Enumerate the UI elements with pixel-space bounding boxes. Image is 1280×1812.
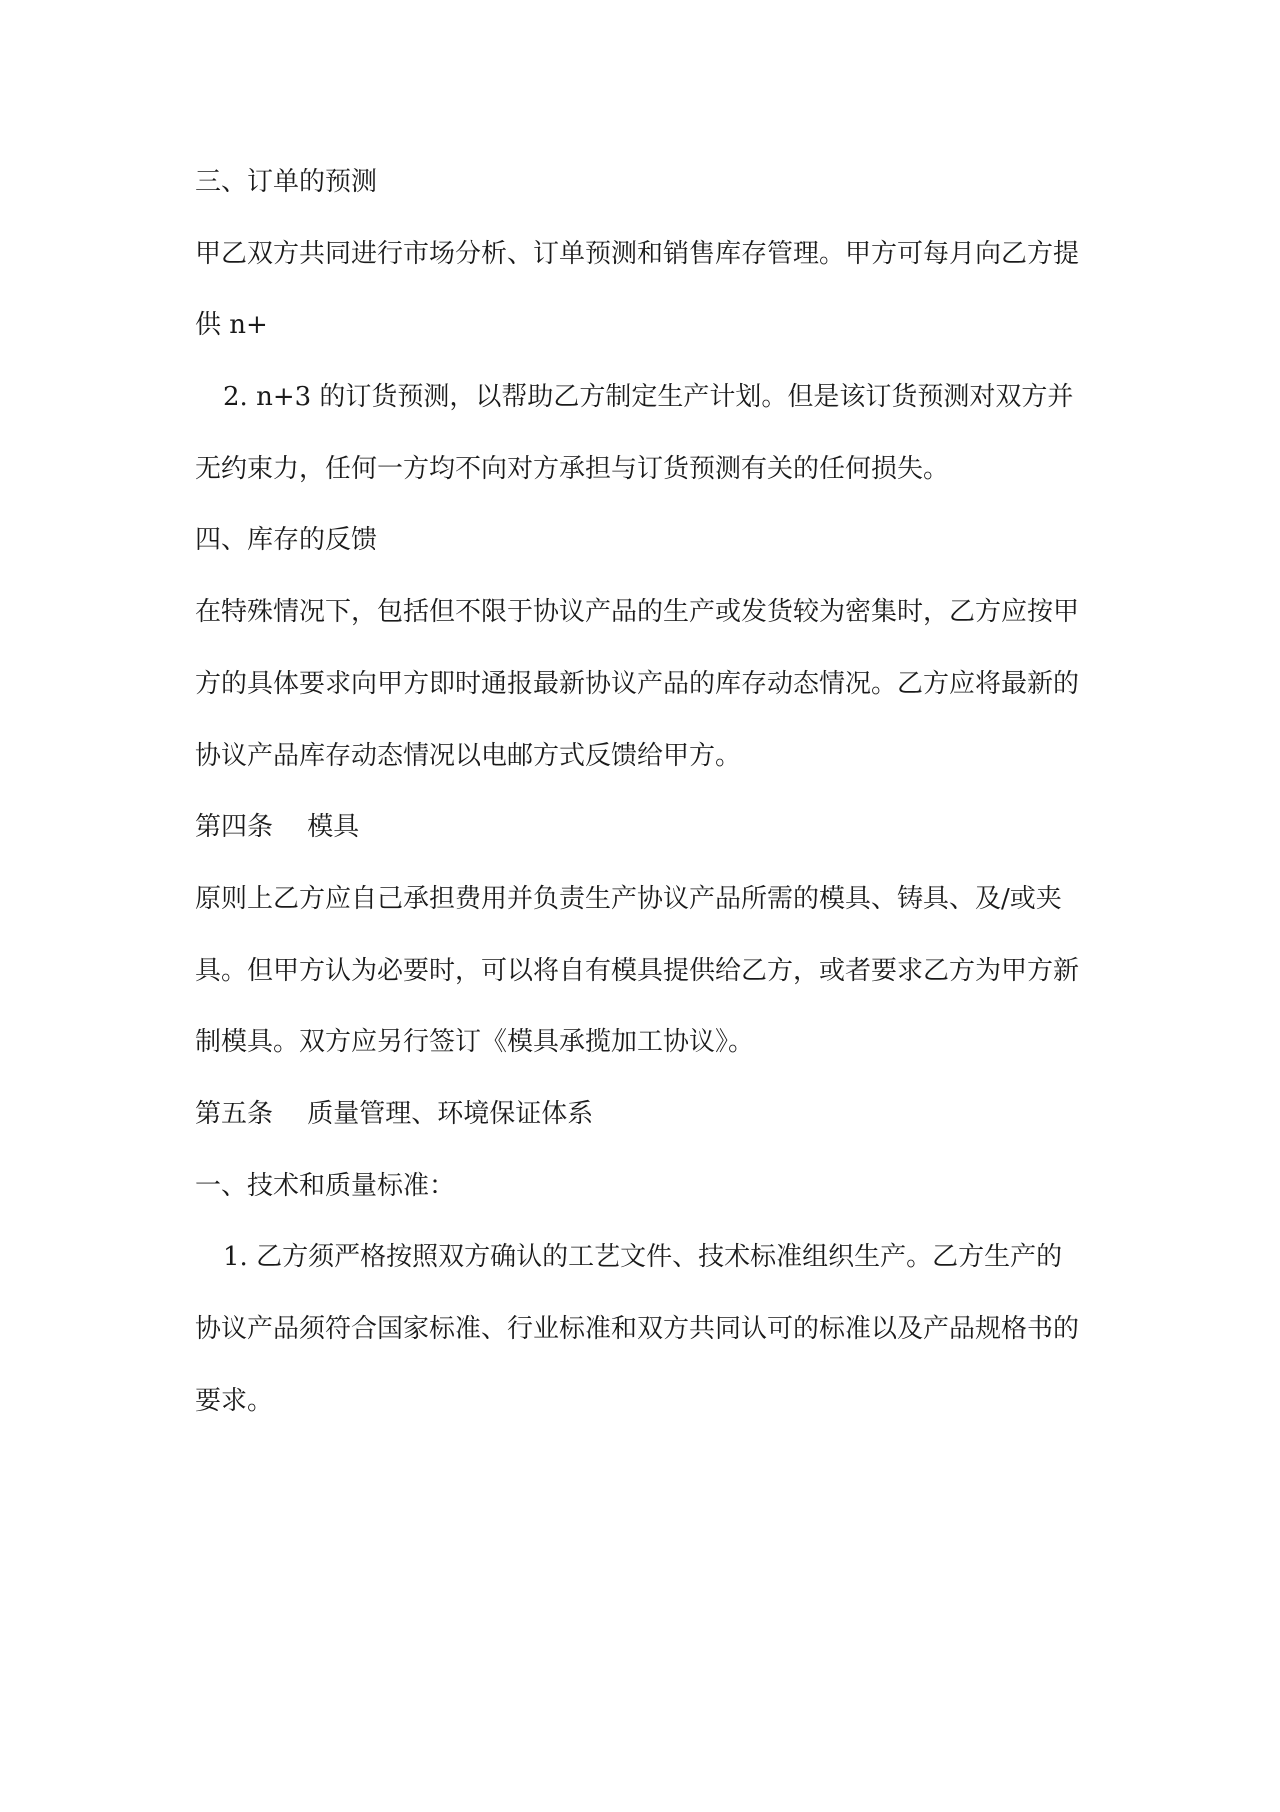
section-heading-technical-standards: 一、技术和质量标准： — [195, 1170, 456, 1201]
document-page — [195, 147, 1095, 1437]
paragraph-line: 协议产品须符合国家标准、行业标准和双方共同认可的标准以及产品规格书的 — [195, 1314, 1080, 1344]
paragraph-line: 具。但甲方认为必要时，可以将自有模具提供给乙方，或者要求乙方为甲方新 — [195, 955, 1080, 986]
article-heading-molds: 第四条 模具 — [195, 812, 360, 843]
paragraph-line: 要求。 — [195, 1385, 274, 1416]
section-heading-order-forecast: 三、订单的预测 — [195, 167, 378, 197]
paragraph-line: 方的具体要求向甲方即时通报最新协议产品的库存动态情况。乙方应将最新的 — [195, 668, 1080, 699]
paragraph-line: 无约束力，任何一方均不向对方承担与订货预测有关的任何损失。 — [195, 453, 950, 484]
paragraph-line: 甲乙双方共同进行市场分析、订单预测和销售库存管理。甲方可每月向乙方提 — [195, 238, 1080, 269]
section-heading-inventory-feedback: 四、库存的反馈 — [195, 525, 378, 556]
list-item-line: 1. 乙方须严格按照双方确认的工艺文件、技术标准组织生产。乙方生产的 — [223, 1242, 1063, 1273]
paragraph-line: 供 n+ — [195, 310, 268, 341]
paragraph-line: 原则上乙方应自己承担费用并负责生产协议产品所需的模具、铸具、及/或夹 — [195, 883, 1062, 914]
article-heading-quality-management: 第五条 质量管理、环境保证体系 — [195, 1098, 594, 1129]
paragraph-line: 协议产品库存动态情况以电邮方式反馈给甲方。 — [195, 740, 742, 771]
list-item-line: 2. n+3 的订货预测，以帮助乙方制定生产计划。但是该订货预测对双方并 — [223, 382, 1074, 413]
paragraph-line: 在特殊情况下，包括但不限于协议产品的生产或发货较为密集时，乙方应按甲 — [195, 597, 1080, 628]
paragraph-line: 制模具。双方应另行签订《模具承揽加工协议》。 — [195, 1027, 755, 1058]
